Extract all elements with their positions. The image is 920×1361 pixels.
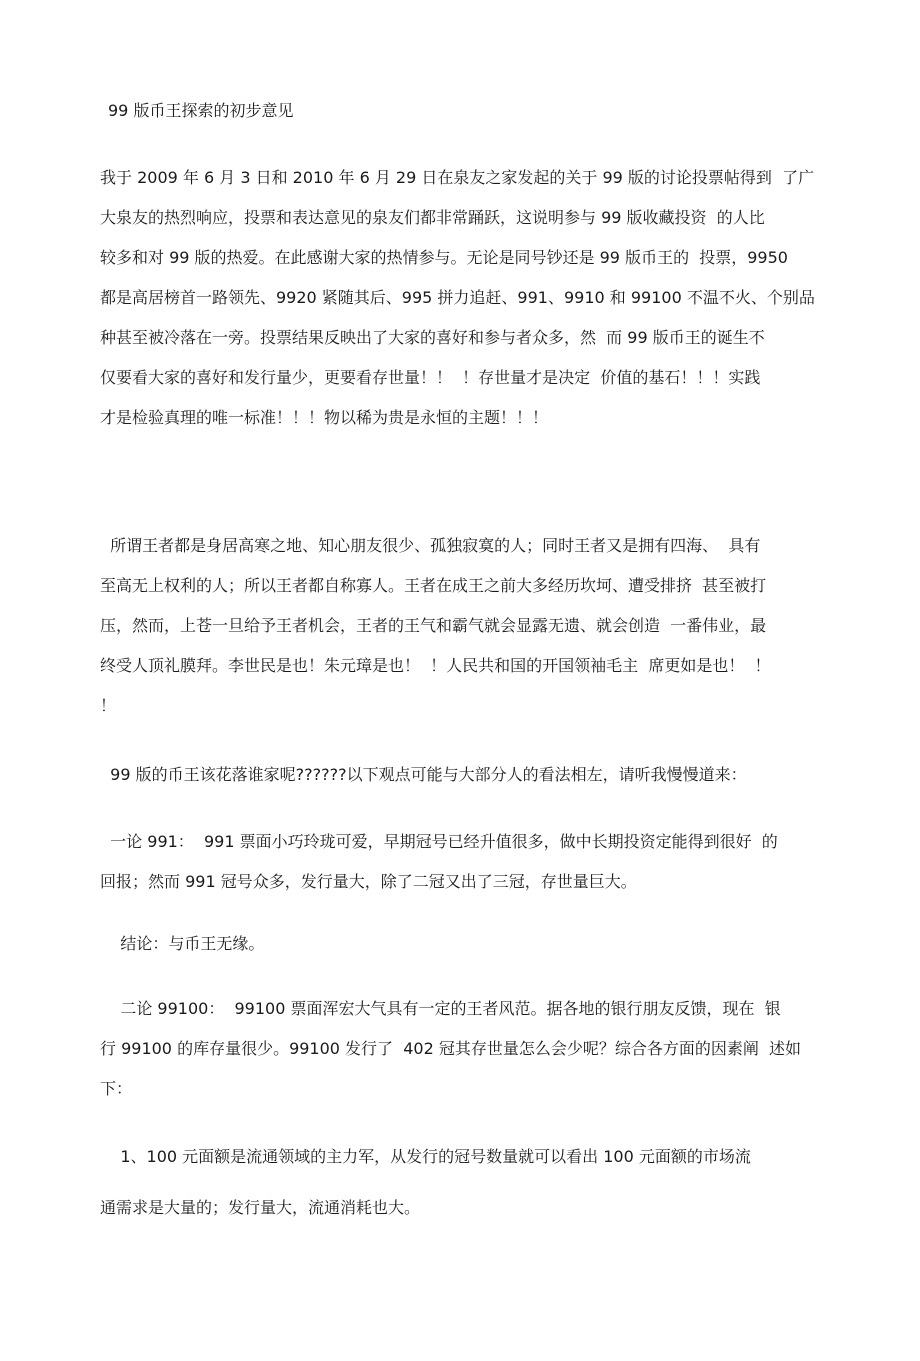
- text-line: 回报；然而 991 冠号众多，发行量大，除了二冠又出了三冠，存世量巨大。: [100, 872, 637, 891]
- text-line: 下：: [100, 1079, 133, 1098]
- text-line: 所谓王者都是身居高寒之地、知心朋友很少、孤独寂寞的人；同时王者又是拥有四海、 具有: [100, 536, 761, 555]
- text-line: 压，然而，上苍一旦给予王者机会，王者的王气和霸气就会显露无遗、就会创造 一番伟业，最: [100, 616, 767, 635]
- text-line: 终受人顶礼膜拜。李世民是也！朱元璋是也！ ！人民共和国的开国领袖毛主 席更如是也！ ！: [100, 656, 771, 675]
- text-line: 一论 991： 991 票面小巧玲珑可爱，早期冠号已经升值很多，做中长期投资定能得到很好 的: [100, 832, 778, 851]
- text-line: 1、100 元面额是流通领域的主力军，从发行的冠号数量就可以看出 100 元面额的市场流: [100, 1147, 751, 1166]
- document-title: 99 版币王探索的初步意见: [108, 101, 294, 120]
- text-line: 结论：与币王无缘。: [100, 934, 265, 953]
- text-line: 大泉友的热烈响应，投票和表达意见的泉友们都非常踊跃，这说明参与 99 版收藏投资 的人比: [100, 208, 765, 227]
- text-line: 都是高居榜首一路领先、9920 紧随其后、995 拼力追赶、991、9910 和 99100 不温不火、个别品: [100, 288, 815, 307]
- text-line: 我于 2009 年 6 月 3 日和 2010 年 6 月 29 日在泉友之家发起的关于 99 版的讨论投票帖得到 了广: [100, 168, 815, 187]
- text-line: 仅要看大家的喜好和发行量少，更要看存世量！！ ！存世量才是决定 价值的基石！！！实践: [100, 368, 761, 387]
- text-line: 种甚至被冷落在一旁。投票结果反映出了大家的喜好和参与者众多，然 而 99 版币王的诞生不: [100, 328, 765, 347]
- text-line: 至高无上权利的人；所以王者都自称寡人。王者在成王之前大多经历坎坷、遭受排挤 甚至被打: [100, 576, 767, 595]
- text-line: 较多和对 99 版的热爱。在此感谢大家的热情参与。无论是同号钞还是 99 版币王的 投票，9950: [100, 248, 788, 267]
- text-line: 才是检验真理的唯一标准！！！物以稀为贵是永恒的主题！！！: [100, 408, 549, 427]
- text-line: 通需求是大量的；发行量大，流通消耗也大。: [100, 1198, 421, 1217]
- text-line: ！: [100, 696, 117, 715]
- text-line: 99 版的币王该花落谁家呢??????以下观点可能与大部分人的看法相左，请听我慢慢道来：: [100, 765, 747, 784]
- text-line: 二论 99100： 99100 票面浑宏大气具有一定的王者风范。据各地的银行朋友反馈，现在 银: [100, 999, 781, 1018]
- text-line: 行 99100 的库存量很少。99100 发行了 402 冠其存世量怎么会少呢？综合各方面的因素阐 述如: [100, 1039, 802, 1058]
